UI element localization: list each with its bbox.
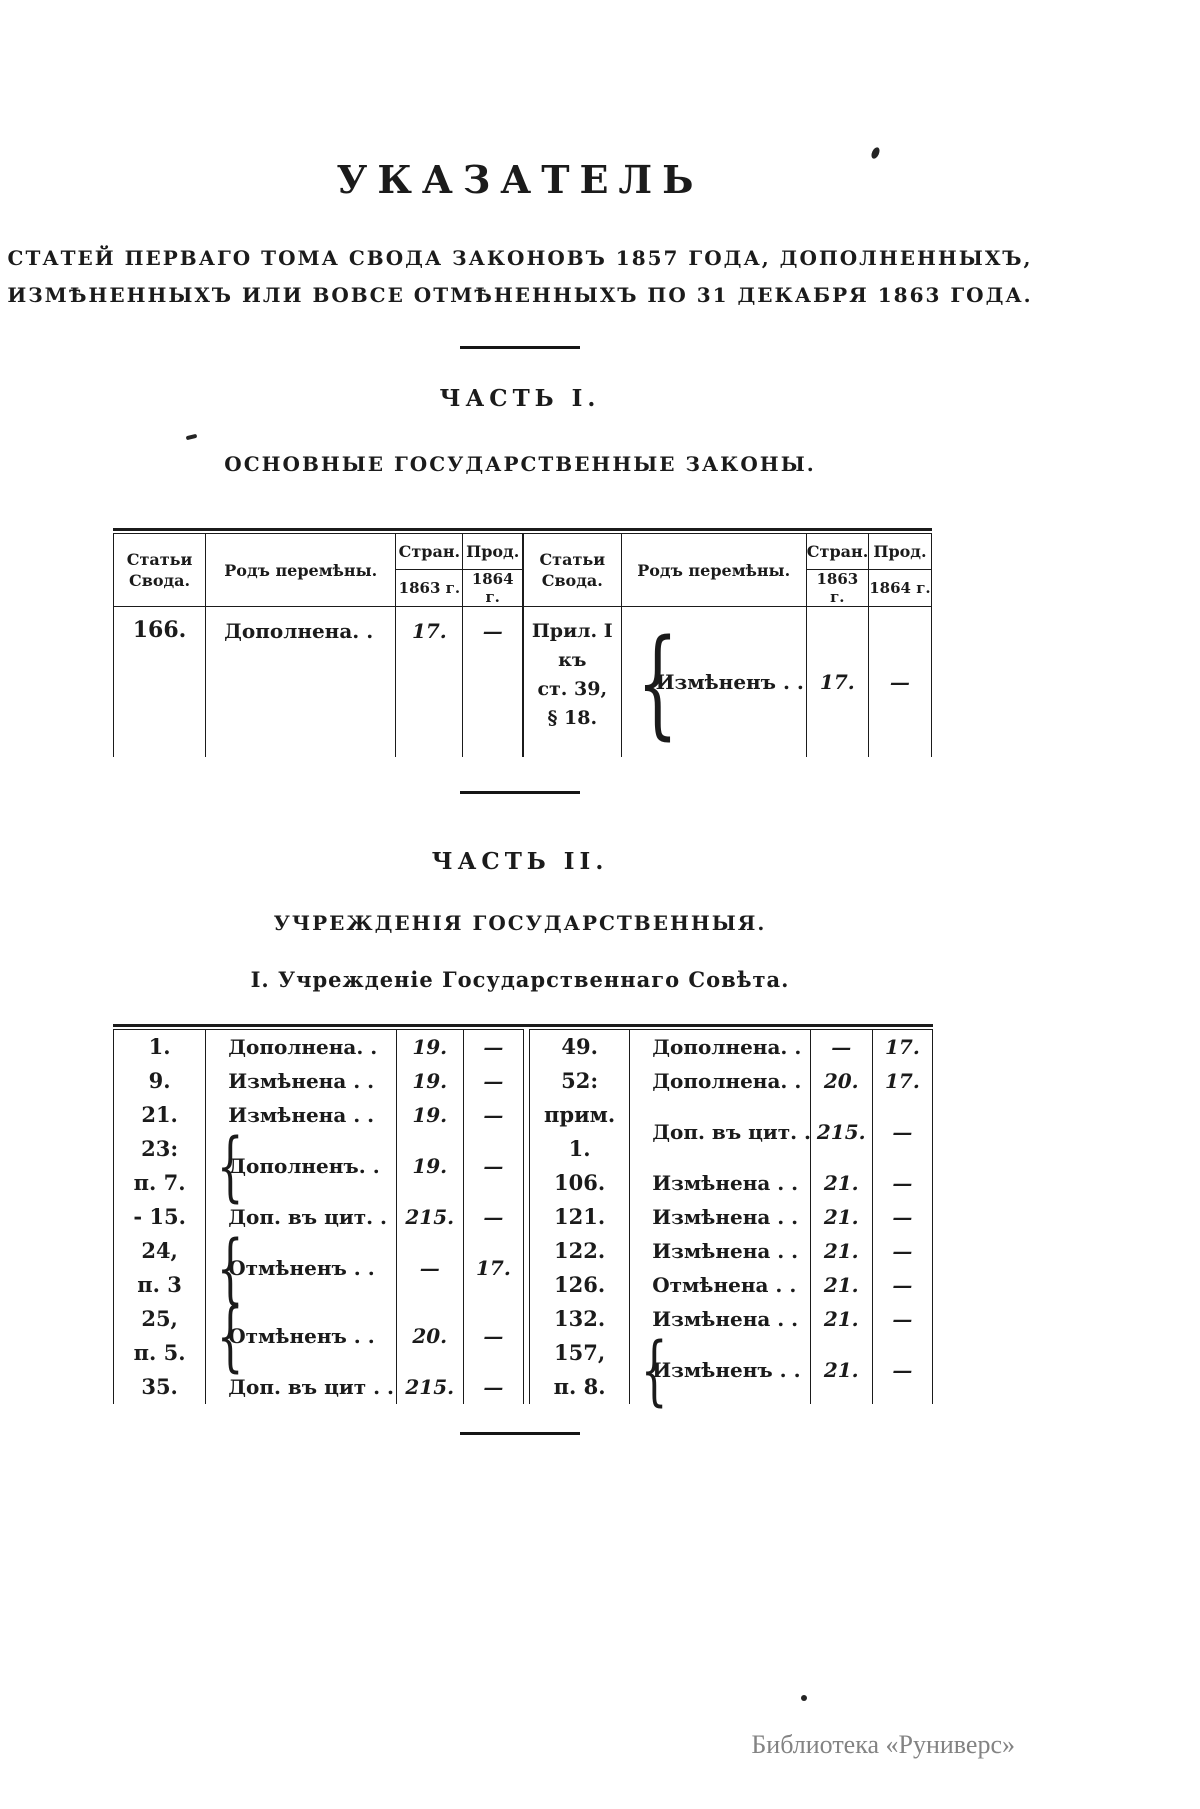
article-cell	[530, 1302, 630, 1336]
page-1864-cell: —	[463, 1370, 523, 1404]
page-1864-cell: —	[463, 1098, 523, 1132]
page-subtitle	[0, 240, 1040, 314]
grouping-brace: {	[217, 1222, 244, 1312]
article-line: ст. 39,	[537, 678, 608, 701]
change-cell	[630, 1234, 810, 1268]
change-cell	[630, 1029, 810, 1064]
table-part2-right	[529, 1029, 933, 1414]
change-type: Дополнена. .	[652, 1068, 802, 1093]
page-1863-cell: 21.	[810, 1302, 872, 1336]
page-1863-cell: 21.	[810, 1234, 872, 1268]
col-header-page: Стран.	[806, 534, 868, 570]
table-row	[114, 1370, 524, 1404]
table-row	[530, 1200, 933, 1234]
article-cell	[114, 1234, 206, 1302]
col-header-articles: Статьи Свода.	[114, 534, 206, 607]
page-1864-cell: 17.	[872, 1064, 932, 1098]
col-header-change: Родъ перемѣны.	[206, 534, 396, 607]
table-row	[114, 1302, 524, 1370]
grouping-brace: {	[217, 1290, 244, 1380]
change-cell	[630, 1268, 810, 1302]
article-cell	[530, 1234, 630, 1268]
grouping-brace: {	[217, 1120, 244, 1210]
change-type: Доп. въ цит. .	[652, 1119, 812, 1144]
change-type: Измѣненъ . .	[652, 1357, 801, 1382]
change-cell	[621, 607, 806, 757]
part1-heading: ЧАСТЬ I.	[439, 384, 601, 412]
page-1864-cell: —	[463, 607, 523, 757]
article-line: 21.	[141, 1101, 178, 1127]
table-part2	[113, 1024, 933, 1414]
change-cell: Дополнена. .	[206, 607, 396, 757]
change-cell	[206, 1370, 396, 1404]
col-header-year-1863: 1863 г.	[396, 570, 463, 607]
change-type: Отмѣненъ . .	[228, 1255, 375, 1280]
change-type: Доп. въ цит . .	[228, 1374, 394, 1399]
table-row	[114, 1098, 524, 1132]
article-line: 132.	[554, 1305, 606, 1331]
col-header-year-1863: 1863 г.	[806, 570, 868, 607]
col-header-change: Родъ перемѣны.	[621, 534, 806, 607]
page-1863-cell: 20.	[810, 1064, 872, 1098]
page-1863-cell: —	[810, 1029, 872, 1064]
part2-heading: ЧАСТЬ II.	[431, 847, 609, 875]
article-cell	[530, 1029, 630, 1064]
change-type: Измѣнена . .	[652, 1306, 799, 1331]
change-type: Измѣнена . .	[652, 1170, 799, 1195]
page-1864-cell: —	[463, 1029, 523, 1064]
table-row	[530, 1336, 933, 1404]
article-cell	[530, 1098, 630, 1166]
change-type: Отмѣнена . .	[652, 1272, 797, 1297]
page-1863-cell: 215.	[810, 1098, 872, 1166]
page-1864-cell: —	[463, 1132, 523, 1200]
grouping-brace: {	[636, 613, 678, 752]
col-header-year-1864: 1864 г.	[868, 570, 931, 607]
page-1864-cell: 17.	[872, 1029, 932, 1064]
article-line: 24,	[141, 1237, 178, 1263]
col-header-cont: Прод.	[868, 534, 931, 570]
table-row	[530, 1064, 933, 1098]
article-cell	[114, 1200, 206, 1234]
change-type: Измѣнена . .	[228, 1068, 375, 1093]
page-1864-cell: —	[872, 1098, 932, 1166]
col-header-page: Стран.	[396, 534, 463, 570]
article-cell	[530, 1336, 630, 1404]
article-line: Прил. I	[531, 620, 613, 643]
article-line: п. 3	[137, 1271, 182, 1297]
table-part2-left	[113, 1029, 524, 1404]
article-line: 25,	[141, 1305, 178, 1331]
page-1863-cell: 19.	[396, 1029, 463, 1064]
article-cell	[530, 1200, 630, 1234]
change-cell	[206, 1029, 396, 1064]
change-type: Дополненъ. .	[228, 1153, 380, 1178]
part1-subheading: ОСНОВНЫЕ ГОСУДАРСТВЕННЫЕ ЗАКОНЫ.	[224, 452, 816, 477]
page-1864-cell: —	[872, 1268, 932, 1302]
table-row	[530, 1268, 933, 1302]
article-line: прим. 1.	[544, 1101, 616, 1161]
page-1863-cell: 19.	[396, 1132, 463, 1200]
article-cell	[114, 1302, 206, 1370]
change-cell	[630, 1064, 810, 1098]
change-type: Дополнена. .	[652, 1034, 802, 1059]
part2-section-heading: I. Учрежденіе Государственнаго Совѣта.	[250, 967, 790, 993]
change-type: Дополнена. .	[228, 1034, 378, 1059]
page-1863-cell: 19.	[396, 1064, 463, 1098]
table-header-row	[114, 534, 932, 570]
page-1864-cell: —	[463, 1064, 523, 1098]
grouping-brace: {	[641, 1324, 668, 1414]
table-row	[114, 1234, 524, 1302]
page-1863-cell: 215.	[396, 1200, 463, 1234]
section-divider	[460, 1432, 580, 1435]
table-row	[530, 1029, 933, 1064]
change-type: Измѣнена . .	[652, 1204, 799, 1229]
article-cell	[530, 1064, 630, 1098]
article-line: 1.	[148, 1033, 171, 1059]
article-line: п. 7.	[133, 1169, 186, 1195]
page-1864-cell: 17.	[463, 1234, 523, 1302]
article-cell: 166.	[132, 617, 187, 644]
change-cell	[206, 1290, 396, 1380]
library-watermark: Библиотека «Руниверс»	[751, 1730, 1015, 1759]
change-type: Измѣнена . .	[228, 1102, 375, 1127]
col-header-articles: Статьи Свода.	[523, 534, 621, 607]
article-line: 9.	[148, 1067, 171, 1093]
article-line: 122.	[554, 1237, 606, 1263]
subtitle-line-1: СТАТЕЙ ПЕРВАГО ТОМА СВОДА ЗАКОНОВЪ 1857 ГОДА, ДОПОЛНЕННЫХЪ,	[7, 245, 1033, 270]
article-line: 157,	[554, 1339, 606, 1365]
article-line: п. 8.	[553, 1373, 606, 1399]
change-cell	[630, 1200, 810, 1234]
article-line: § 18.	[547, 707, 598, 730]
table-row	[114, 1064, 524, 1098]
scan-artifact	[801, 1695, 807, 1701]
page-1863-cell: —	[396, 1234, 463, 1302]
article-line: 106.	[554, 1169, 606, 1195]
table-row	[530, 1234, 933, 1268]
subtitle-line-2: ИЗМѢНЕННЫХЪ ИЛИ ВОВСЕ ОТМѢНЕННЫХЪ ПО 31 ДЕКАБРЯ 1863 ГОДА.	[7, 282, 1033, 307]
change-cell	[630, 1098, 810, 1166]
article-cell	[523, 607, 621, 757]
page-1864-cell: —	[872, 1166, 932, 1200]
change-type: Отмѣненъ . .	[228, 1323, 375, 1348]
page-1863-cell: 215.	[396, 1370, 463, 1404]
change-cell	[206, 1120, 396, 1210]
table-row	[530, 1098, 933, 1166]
article-line: 52:	[561, 1067, 599, 1093]
page-1864-cell: —	[868, 607, 931, 757]
article-line: 23:	[141, 1135, 179, 1161]
page-1863-cell: 21.	[810, 1268, 872, 1302]
page-1864-cell: —	[463, 1302, 523, 1370]
table-row	[114, 1200, 524, 1234]
page-1863-cell: 17.	[806, 607, 868, 757]
page-title: УКАЗАТЕЛЬ	[336, 157, 704, 202]
section-divider	[460, 346, 580, 349]
table-row	[530, 1166, 933, 1200]
article-cell	[530, 1166, 630, 1200]
article-cell	[114, 1132, 206, 1200]
article-cell	[530, 1268, 630, 1302]
table-row	[530, 1302, 933, 1336]
article-line: - 15.	[133, 1203, 186, 1229]
article-line: п. 5.	[133, 1339, 186, 1365]
table-row	[114, 607, 932, 757]
change-type: Измѣнена . .	[652, 1238, 799, 1263]
article-line: 49.	[561, 1033, 598, 1059]
page-1863-cell: 21.	[810, 1336, 872, 1404]
table-row	[114, 1029, 524, 1064]
part2-subheading: УЧРЕЖДЕНІЯ ГОСУДАРСТВЕННЫЯ.	[273, 911, 767, 936]
page-1864-cell: —	[872, 1336, 932, 1404]
table-part1	[113, 528, 932, 757]
col-header-year-1864: 1864 г.	[463, 570, 523, 607]
page-1864-cell: —	[872, 1200, 932, 1234]
change-cell	[630, 1166, 810, 1200]
article-line: 126.	[554, 1271, 606, 1297]
article-line: 121.	[554, 1203, 606, 1229]
page-1864-cell: —	[463, 1200, 523, 1234]
page-1863-cell: 21.	[810, 1166, 872, 1200]
change-cell	[630, 1324, 810, 1414]
page-1863-cell: 17.	[396, 607, 463, 757]
page-1864-cell: —	[872, 1234, 932, 1268]
article-cell	[114, 1370, 206, 1404]
change-cell	[206, 1064, 396, 1098]
article-line: 35.	[141, 1373, 178, 1399]
col-header-cont: Прод.	[463, 534, 523, 570]
article-cell	[114, 1064, 206, 1098]
page-1864-cell: —	[872, 1302, 932, 1336]
page-1863-cell: 20.	[396, 1302, 463, 1370]
table-row	[114, 1132, 524, 1200]
article-cell	[114, 1029, 206, 1064]
section-divider	[460, 791, 580, 794]
page-1863-cell: 21.	[810, 1200, 872, 1234]
article-line: къ	[558, 649, 587, 672]
article-cell	[114, 1098, 206, 1132]
change-type: Измѣненъ . .	[655, 670, 804, 695]
page-1863-cell: 19.	[396, 1098, 463, 1132]
change-type: Доп. въ цит. .	[228, 1204, 387, 1229]
